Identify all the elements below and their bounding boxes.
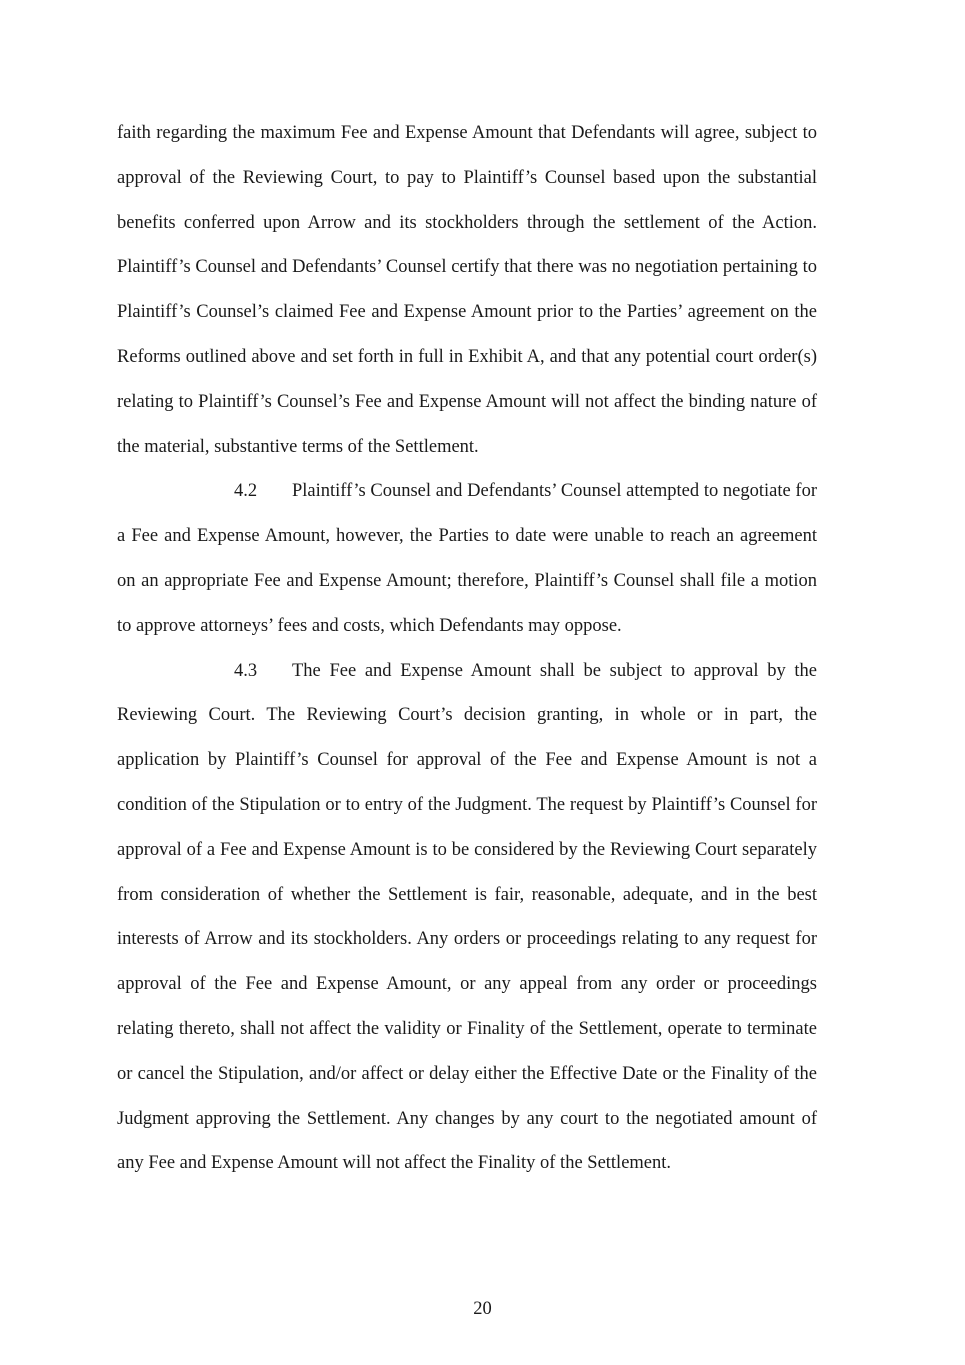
page-number: 20	[473, 1299, 492, 1319]
paragraph-text: faith regarding the maximum Fee and Expense Amount that Defendants will agree, subject to approval of the Reviewing Court, to pay to Plaintiff’s Counsel based upon the substantial benefits conferred upon Arrow and its stockholders through the settlement of the Action. Plaintiff’s Counsel and Defendants’ Counsel certify that there was no negotiation pertaining to Plaintiff’s Counsel’s claimed Fee and Expense Amount prior to the Parties’ agreement on the Reforms outlined above and set forth in full in Exhibit A, and that any potential court order(s) relating to Plaintiff’s Counsel’s Fee and Expense Amount will not affect the binding nature of the material, substantive terms of the Settlement.	[117, 123, 817, 457]
section-number: 4.3	[234, 660, 258, 681]
document-body	[117, 111, 817, 1186]
paragraph-4-2	[117, 469, 817, 648]
paragraph-continuation	[117, 111, 817, 469]
paragraph-text: The Fee and Expense Amount shall be subject to approval by the Reviewing Court. The Reviewing Court’s decision granting, in whole or in part, the application by Plaintiff’s Counsel for approval of the Fee and Expense Amount is not a condition of the Stipulation or to entry of the Judgment. The request by Plaintiff’s Counsel for approval of a Fee and Expense Amount is to be considered by the Reviewing Court separately from consideration of whether the Settlement is fair, reasonable, adequate, and in the best interests of Arrow and its stockholders. Any orders or proceedings relating to any request for approval of the Fee and Expense Amount, or any appeal from any order or proceedings relating thereto, shall not affect the validity or Finality of the Settlement, operate to terminate or cancel the Stipulation, and/or affect or delay either the Effective Date or the Finality of the Judgment approving the Settlement. Any changes by any court to the negotiated amount of any Fee and Expense Amount will not affect the Finality of the Settlement.	[117, 660, 817, 1174]
section-number: 4.2	[234, 481, 258, 502]
paragraph-text: Plaintiff’s Counsel and Defendants’ Counsel attempted to negotiate for a Fee and Expense Amount, however, the Parties to date were unable to reach an agreement on an appropriate Fee and Expense Amount; therefore, Plaintiff’s Counsel shall file a motion to approve attorneys’ fees and costs, which Defendants may oppose.	[117, 481, 817, 636]
paragraph-4-3	[117, 649, 817, 1187]
